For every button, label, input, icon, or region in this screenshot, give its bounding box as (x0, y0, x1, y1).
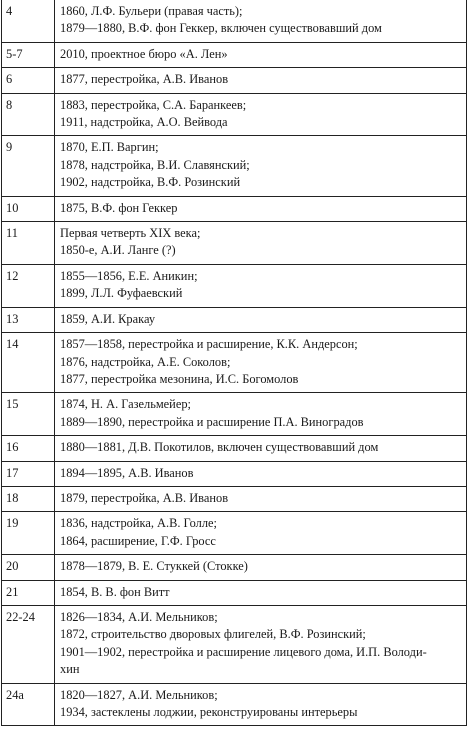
table-row (2, 580, 467, 605)
house-number-cell: 21 (2, 580, 55, 605)
house-number-cell: 4 (2, 0, 55, 42)
construction-history-cell (55, 393, 467, 436)
history-entry: 1894—1895, А.В. Иванов (60, 465, 194, 480)
house-number-cell: 9 (2, 136, 55, 196)
history-entry: 1879—1880, В.Ф. фон Геккер, включен существовавший дом (60, 21, 382, 36)
construction-history-cell (55, 555, 467, 580)
construction-history-cell (55, 0, 467, 42)
history-entry: 1877, перестройка мезонина, И.С. Богомолов (60, 371, 299, 386)
construction-history-cell (55, 264, 467, 307)
table-row (2, 196, 467, 221)
history-entry: 1889—1890, перестройка и расширение П.А. Виноградов (60, 414, 364, 429)
history-entry: 1826—1834, А.И. Мельников; (60, 609, 218, 624)
construction-history-cell (55, 512, 467, 555)
house-number-cell: 6 (2, 68, 55, 93)
history-entry: 1870, Е.П. Варгин; (60, 140, 159, 155)
history-entry: 1878, надстройка, В.И. Славянский; (60, 157, 250, 172)
house-number-cell: 11 (2, 222, 55, 265)
history-entry: 1859, А.И. Кракау (60, 311, 156, 326)
construction-history-cell (55, 93, 467, 136)
table-row (2, 393, 467, 436)
house-number-cell: 8 (2, 93, 55, 136)
construction-history-cell (55, 333, 467, 393)
history-entry: хин (60, 662, 80, 677)
construction-history-cell (55, 486, 467, 511)
construction-history-cell (55, 605, 467, 683)
history-entry: 1864, расширение, Г.Ф. Гросс (60, 533, 216, 548)
construction-history-cell (55, 68, 467, 93)
history-entry: 1879, перестройка, А.В. Иванов (60, 490, 229, 505)
construction-history-cell (55, 461, 467, 486)
house-number-cell: 12 (2, 264, 55, 307)
history-entry: 1911, надстройка, А.О. Вейвода (60, 115, 228, 130)
construction-history-cell (55, 136, 467, 196)
history-entry: 1875, В.Ф. фон Геккер (60, 200, 178, 215)
construction-history-cell (55, 580, 467, 605)
history-entry: 1901—1902, перестройка и расширение лицевого дома, И.П. Володи- (60, 644, 427, 659)
table-row (2, 136, 467, 196)
construction-history-cell (55, 307, 467, 332)
history-entry: 1934, застеклены лоджии, реконструированы интерьеры (60, 705, 358, 719)
history-entry: 1855—1856, Е.Е. Аникин; (60, 268, 198, 283)
table-row (2, 222, 467, 265)
table-row (2, 93, 467, 136)
table-row (2, 555, 467, 580)
construction-history-cell (55, 42, 467, 67)
table-row (2, 461, 467, 486)
construction-history-cell (55, 196, 467, 221)
house-number-cell: 5-7 (2, 42, 55, 67)
table-row (2, 42, 467, 67)
construction-history-cell (55, 683, 467, 726)
house-number-cell: 10 (2, 196, 55, 221)
table-row (2, 436, 467, 461)
construction-history-cell (55, 222, 467, 265)
history-entry: 1899, Л.Л. Фуфаевский (60, 286, 183, 301)
table-body (2, 0, 467, 726)
construction-history-cell (55, 436, 467, 461)
history-entry: 1836, надстройка, А.В. Голле; (60, 516, 217, 531)
history-entry: 1872, строительство дворовых флигелей, В.Ф. Розинский; (60, 627, 366, 642)
history-entry: 1860, Л.Ф. Бульери (правая часть); (60, 4, 243, 18)
house-number-cell: 17 (2, 461, 55, 486)
house-number-cell: 18 (2, 486, 55, 511)
buildings-table (1, 0, 467, 726)
house-number-cell: 14 (2, 333, 55, 393)
house-number-cell: 19 (2, 512, 55, 555)
history-entry: 1850-е, А.И. Ланге (?) (60, 243, 176, 258)
history-entry: 1854, В. В. фон Витт (60, 584, 170, 599)
house-number-cell: 20 (2, 555, 55, 580)
history-entry: 1878—1879, В. Е. Стуккей (Стокке) (60, 559, 248, 574)
table-row (2, 264, 467, 307)
house-number-cell: 16 (2, 436, 55, 461)
history-entry: 1876, надстройка, А.Е. Соколов; (60, 354, 231, 369)
house-number-cell: 24а (2, 683, 55, 726)
house-number-cell: 15 (2, 393, 55, 436)
history-entry: Первая четверть XIX века; (60, 226, 201, 241)
history-entry: 1820—1827, А.И. Мельников; (60, 687, 218, 702)
history-entry: 2010, проектное бюро «А. Лен» (60, 46, 228, 61)
table-row (2, 68, 467, 93)
table-row (2, 605, 467, 683)
table-row (2, 0, 467, 42)
house-number-cell: 22-24 (2, 605, 55, 683)
history-entry: 1880—1881, Д.В. Покотилов, включен существовавший дом (60, 440, 379, 455)
table-row (2, 512, 467, 555)
table-row (2, 307, 467, 332)
table-row (2, 333, 467, 393)
table-row (2, 683, 467, 726)
history-entry: 1857—1858, перестройка и расширение, К.К. Андерсон; (60, 337, 358, 352)
history-entry: 1874, Н. А. Газельмейер; (60, 397, 191, 412)
house-number-cell: 13 (2, 307, 55, 332)
history-entry: 1877, перестройка, А.В. Иванов (60, 72, 229, 87)
table-row (2, 486, 467, 511)
history-entry: 1902, надстройка, В.Ф. Розинский (60, 175, 241, 190)
history-entry: 1883, перестройка, С.А. Баранкеев; (60, 97, 247, 112)
